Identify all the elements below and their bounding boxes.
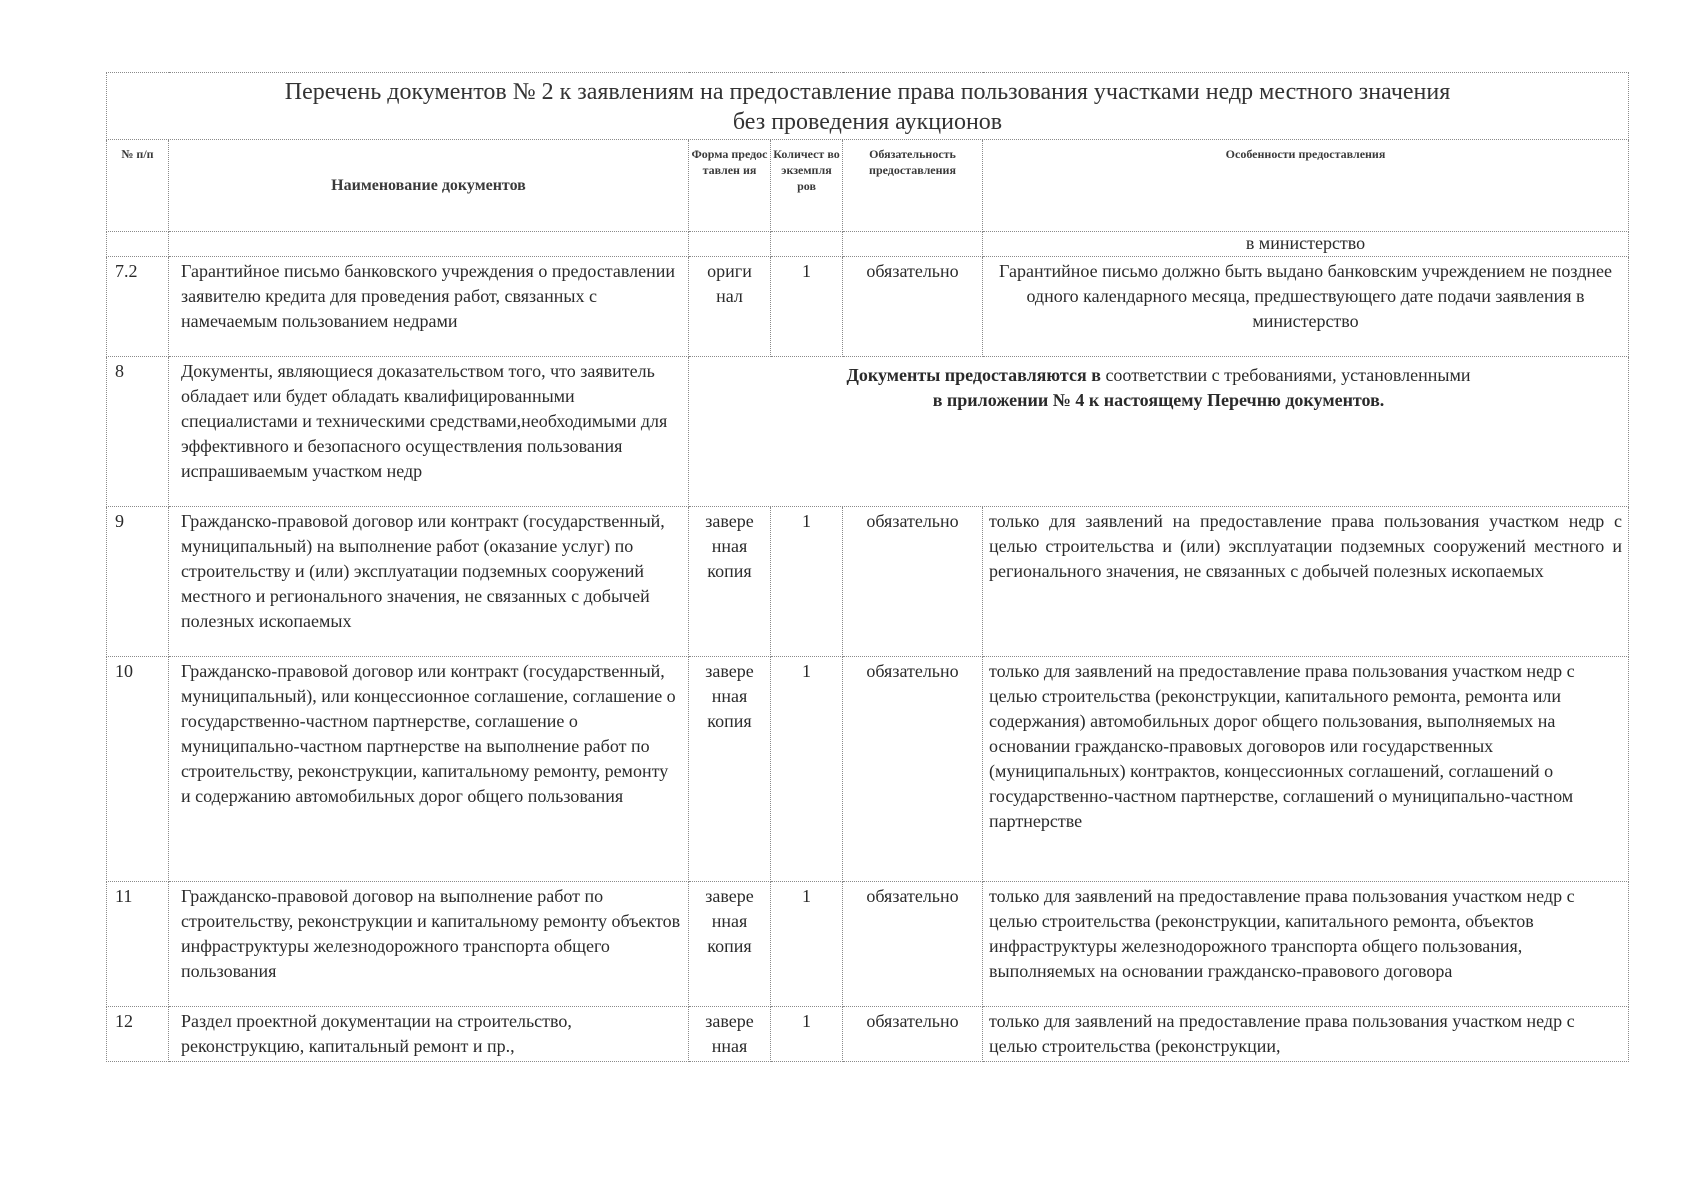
row-doc-name: Гарантийное письмо банковского учреждения о предоставлении заявителю кредита для проведения работ, связанных с намечаемым пользованием недрами [169,257,689,357]
row-required: обязательно [843,507,983,657]
cont-cell-empty-2 [169,232,689,257]
row-features: только для заявлений на предоставление права пользования участком недр с целью строительства (реконструкции, капитального ремонта, объектов инфраструктуры железнодорожного транспорта общего пользования, выполняемых на основании гражданско-правового договора [983,882,1629,1007]
header-name: Наименование документов [169,140,689,232]
header-form: Форма предос тавлен ия [689,140,771,232]
row-required: обязательно [843,1007,983,1062]
row-num: 9 [107,507,169,657]
merged-note-bold-2: в приложении № 4 к настоящему Перечню документов. [932,390,1385,410]
title-line-2: без проведения аукционов [732,109,1003,135]
merged-note-bold-1: Документы предоставляются в [846,365,1101,385]
row-features: только для заявлений на предоставление права пользования участком недр с целью строительства (реконструкции, [983,1007,1629,1062]
header-row [107,140,1629,232]
row-form: завере нная копия [689,507,771,657]
row-doc-name: Гражданско-правовой договор или контракт (государственный, муниципальный) на выполнение работ (оказание услуг) по строительству и (или) эксплуатации подземных сооружений местного и регионального значения, не связанных с добычей полезных ископаемых [169,507,689,657]
row-merged-note [689,357,1629,507]
row-count: 1 [771,507,843,657]
header-count: Количест во экземпля ров [771,140,843,232]
row-doc-name: Документы, являющиеся доказательством того, что заявитель обладает или будет обладать квалифицированными специалистами и техническими средствами,необходимыми для эффективного и безопасного осуществления пользования испрашиваемым участком недр [169,357,689,507]
row-form: завере нная [689,1007,771,1062]
merged-note-plain: соответствии с требованиями, установленными [1100,365,1471,385]
row-num: 11 [107,882,169,1007]
row-num: 8 [107,357,169,507]
row-count: 1 [771,1007,843,1062]
row-count: 1 [771,657,843,882]
row-doc-name: Гражданско-правовой договор или контракт (государственный, муниципальный), или концессионное соглашение, соглашение о государственно-частном партнерстве, соглашение о муниципально-частном партнерстве на выполнение работ по строительству, реконструкции, капитальному ремонту, ремонту и содержанию автомобильных дорог общего пользования [169,657,689,882]
table-row [107,257,1629,357]
continuation-text: в министерство [983,232,1629,257]
row-num: 12 [107,1007,169,1062]
table-row [107,507,1629,657]
header-required: Обязательность предоставления [843,140,983,232]
merged-note-line-2 [695,388,1622,413]
row-features: только для заявлений на предоставление права пользования участком недр с целью строительства (реконструкции, капитального ремонта, ремонта или содержания) автомобильных дорог общего пользования, выполняемых на основании гражданско-правовых договоров или государственных (муниципальных) контрактов, концессионных соглашений, соглашений о государственно-частном партнерстве, соглашений о муниципально-частном партнерстве [983,657,1629,882]
continuation-row [107,232,1629,257]
row-doc-name: Раздел проектной документации на строительство, реконструкцию, капитальный ремонт и пр., [169,1007,689,1062]
document-title [107,73,1629,140]
documents-table [106,72,1629,1062]
cont-cell-empty-5 [843,232,983,257]
row-num: 10 [107,657,169,882]
cont-cell-empty-1 [107,232,169,257]
row-num: 7.2 [107,257,169,357]
merged-note-line-1 [695,363,1622,388]
table-row [107,1007,1629,1062]
row-required: обязательно [843,257,983,357]
table-row [107,882,1629,1007]
document-sheet [106,72,1628,1062]
row-count: 1 [771,882,843,1007]
header-num: № п/п [107,140,169,232]
table-row [107,657,1629,882]
row-required: обязательно [843,882,983,1007]
title-row [107,73,1629,140]
table-row [107,357,1629,507]
cont-cell-empty-4 [771,232,843,257]
header-features: Особенности предоставления [983,140,1629,232]
row-features: только для заявлений на предоставление права пользования участком недр с целью строительства и (или) эксплуатации подземных сооружений местного и регионального значения, не связанных с добычей полезных ископаемых [983,507,1629,657]
cont-cell-empty-3 [689,232,771,257]
row-features: Гарантийное письмо должно быть выдано банковским учреждением не позднее одного календарного месяца, предшествующего дате подачи заявления в министерство [983,257,1629,357]
row-doc-name: Гражданско-правовой договор на выполнение работ по строительству, реконструкции и капитальному ремонту объектов инфраструктуры железнодорожного транспорта общего пользования [169,882,689,1007]
row-count: 1 [771,257,843,357]
row-form: завере нная копия [689,657,771,882]
row-form: завере нная копия [689,882,771,1007]
row-form: ориги нал [689,257,771,357]
title-line-1: Перечень документов № 2 к заявлениям на предоставление права пользования участками недр местного значения [284,79,1451,105]
row-required: обязательно [843,657,983,882]
